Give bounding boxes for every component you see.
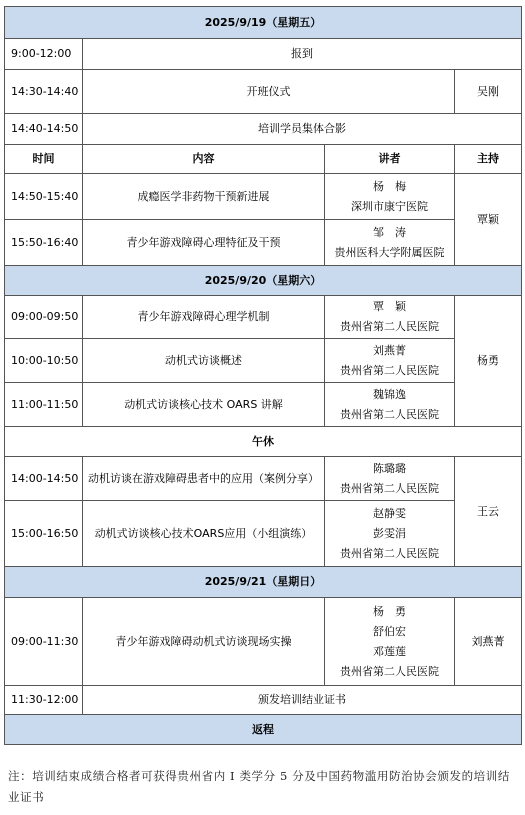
speaker-affiliation: 深圳市康宁医院 bbox=[351, 199, 428, 213]
table-row bbox=[5, 70, 522, 114]
content-cell: 动机式访谈核心技术OARS应用（小组演练） bbox=[83, 501, 325, 567]
host-cell: 杨勇 bbox=[455, 296, 522, 427]
host-cell: 刘燕菁 bbox=[455, 598, 522, 686]
content-cell: 青少年游戏障碍心理学机制 bbox=[83, 296, 325, 339]
schedule-table bbox=[4, 6, 522, 745]
speaker-cell bbox=[325, 296, 455, 339]
speaker-name: 邹 涛 bbox=[373, 225, 406, 239]
speaker-name: 彭雯涓 bbox=[373, 526, 406, 540]
speaker-affiliation: 贵州省第二人民医院 bbox=[340, 546, 439, 560]
lunch-row bbox=[5, 427, 522, 457]
speaker-cell bbox=[325, 339, 455, 383]
header-time: 时间 bbox=[5, 145, 83, 174]
column-header-row bbox=[5, 145, 522, 174]
content-cell: 动机式访谈核心技术 OARS 讲解 bbox=[83, 383, 325, 427]
content-cell: 颁发培训结业证书 bbox=[83, 686, 522, 715]
speaker-affiliation: 贵州省第二人民医院 bbox=[340, 407, 439, 421]
speaker-name: 刘燕菁 bbox=[373, 343, 406, 357]
speaker-affiliation: 贵州省第二人民医院 bbox=[340, 320, 439, 333]
time-cell: 9:00-12:00 bbox=[5, 39, 83, 70]
time-cell: 09:00-11:30 bbox=[5, 598, 83, 686]
speaker-name: 杨 梅 bbox=[373, 179, 406, 193]
time-cell: 14:00-14:50 bbox=[5, 457, 83, 501]
day-title: 2025/9/19（星期五） bbox=[5, 7, 522, 39]
time-cell: 11:00-11:50 bbox=[5, 383, 83, 427]
table-row bbox=[5, 39, 522, 70]
content-cell: 青少年游戏障碍动机式访谈现场实操 bbox=[83, 598, 325, 686]
day-title: 2025/9/20（星期六） bbox=[5, 266, 522, 296]
header-speaker: 讲者 bbox=[325, 145, 455, 174]
time-cell: 14:50-15:40 bbox=[5, 174, 83, 220]
time-cell: 15:50-16:40 bbox=[5, 220, 83, 266]
host-cell: 王云 bbox=[455, 457, 522, 567]
lunch-label: 午休 bbox=[5, 427, 522, 457]
content-cell: 动机式访谈概述 bbox=[83, 339, 325, 383]
time-cell: 11:30-12:00 bbox=[5, 686, 83, 715]
header-content: 内容 bbox=[83, 145, 325, 174]
speaker-cell bbox=[325, 501, 455, 567]
day-header-2 bbox=[5, 266, 522, 296]
content-cell: 青少年游戏障碍心理特征及干预 bbox=[83, 220, 325, 266]
speaker-cell bbox=[325, 220, 455, 266]
content-cell: 成瘾医学非药物干预新进展 bbox=[83, 174, 325, 220]
speaker-name: 邓莲莲 bbox=[373, 644, 406, 658]
time-cell: 14:30-14:40 bbox=[5, 70, 83, 114]
time-cell: 10:00-10:50 bbox=[5, 339, 83, 383]
content-cell: 培训学员集体合影 bbox=[83, 114, 522, 145]
time-cell: 09:00-09:50 bbox=[5, 296, 83, 339]
host-cell: 覃颖 bbox=[455, 174, 522, 266]
host-cell: 吴刚 bbox=[455, 70, 522, 114]
speaker-cell bbox=[325, 457, 455, 501]
content-cell: 动机访谈在游戏障碍患者中的应用（案例分享） bbox=[83, 457, 325, 501]
day-title: 2025/9/21（星期日） bbox=[5, 567, 522, 598]
speaker-name: 赵静雯 bbox=[373, 506, 406, 520]
speaker-name: 舒伯宏 bbox=[373, 624, 406, 638]
header-host: 主持 bbox=[455, 145, 522, 174]
content-cell: 报到 bbox=[83, 39, 522, 70]
table-row bbox=[5, 501, 522, 567]
table-row bbox=[5, 220, 522, 266]
speaker-affiliation: 贵州省第二人民医院 bbox=[340, 481, 439, 495]
speaker-affiliation: 贵州省第二人民医院 bbox=[340, 363, 439, 377]
speaker-name: 魏锦逸 bbox=[373, 387, 406, 401]
table-row bbox=[5, 598, 522, 686]
speaker-cell bbox=[325, 598, 455, 686]
speaker-affiliation: 贵州医科大学附属医院 bbox=[334, 245, 445, 259]
table-row bbox=[5, 296, 522, 339]
speaker-name: 陈璐璐 bbox=[373, 461, 406, 475]
time-cell: 15:00-16:50 bbox=[5, 501, 83, 567]
return-row bbox=[5, 715, 522, 745]
table-row bbox=[5, 339, 522, 383]
speaker-name: 杨 勇 bbox=[373, 604, 406, 618]
table-row bbox=[5, 114, 522, 145]
table-row bbox=[5, 383, 522, 427]
day-header-1 bbox=[5, 7, 522, 39]
speaker-cell bbox=[325, 174, 455, 220]
table-row bbox=[5, 457, 522, 501]
return-label: 返程 bbox=[5, 715, 522, 745]
speaker-cell bbox=[325, 383, 455, 427]
day-header-3 bbox=[5, 567, 522, 598]
speaker-affiliation: 贵州省第二人民医院 bbox=[340, 664, 439, 678]
time-cell: 14:40-14:50 bbox=[5, 114, 83, 145]
speaker-name: 覃 颖 bbox=[373, 300, 406, 313]
table-row bbox=[5, 174, 522, 220]
footnote: 注：培训结束成绩合格者可获得贵州省内 Ⅰ 类学分 5 分及中国药物滥用防治协会颁发的培训结业证书 bbox=[8, 769, 510, 804]
content-cell: 开班仪式 bbox=[83, 70, 455, 114]
table-row bbox=[5, 686, 522, 715]
